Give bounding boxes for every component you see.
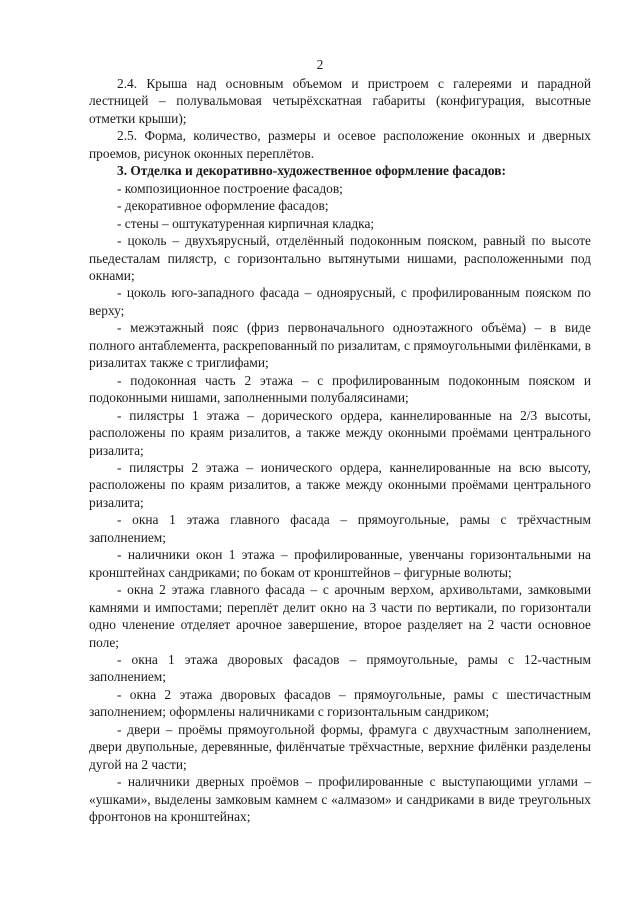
section-heading-facade-finishing: 3. Отделка и декоративно-художественное оформление фасадов: [117,163,506,179]
list-item-windows-floor1-yard: - окна 1 этажа дворовых фасадов – прямоугольные, рамы с 12-частным заполнением; [89,651,591,685]
list-item-composition: - композиционное построение фасадов; [117,180,343,196]
list-item-plinth: - цоколь – двухъярусный, отделённый подоконным пояском, равный по высоте пьедесталам пилястр, с горизонтально вытянутыми нишами, расположенными под окнами; [89,233,591,283]
list-item-windows-floor1-main: - окна 1 этажа главного фасада – прямоугольные, рамы с трёхчастным заполнением; [89,512,591,545]
paragraph-openings: 2.5. Форма, количество, размеры и осевое расположение оконных и дверных проемов, рисунок оконных переплётов. [89,128,591,161]
list-item-interfloor-belt: - межэтажный пояс (фриз первоначального одноэтажного объёма) – в виде полного антаблемента, раскрепованный по ризалитам, с прямоугольными филёнками, в ризалитах также с триглифами; [89,320,591,371]
list-item-doors: - двери – проёмы прямоугольной формы, фрамуга с двухчастным заполнением, двери двупольные, деревянные, филёнчатые трёхчастные, верхние филёнки разделены дугой на 2 части; [89,721,591,772]
list-item-pilasters-floor2: - пилястры 2 этажа – ионического ордера, каннелированные на всю высоту, расположены по краям ризалитов, а также между оконными проёмами центрального ризалита; [89,459,591,510]
list-item-windows-floor2-main: - окна 2 этажа главного фасада – с арочным верхом, архивольтами, замковыми камнями и импостами; переплёт делит окно на 3 части по вертикали, по горизонтали одно членение отделяет арочное завершение, второе разделяет на 2 части основное поле; [89,582,591,650]
list-item-windows-floor2-yard: - окна 2 этажа дворовых фасадов – прямоугольные, рамы с шестичастным заполнением; оформлены наличниками с горизонтальным сандриком; [89,686,591,720]
document-body [89,75,591,825]
page-number: 2 [316,57,324,72]
list-item-window-trims-floor1: - наличники окон 1 этажа – профилированные, увенчаны горизонтальными на кронштейнах сандриками; по бокам от кронштейнов – фигурные волюты; [89,547,591,580]
paragraph-roof: 2.4. Крыша над основным объемом и пристроем с галереями и парадной лестницей – полувальмовая четырёхскатная габариты (конфигурация, высотные отметки крыши); [89,76,591,126]
list-item-door-trims: - наличники дверных проёмов – профилированные с выступающими углами – «ушками», выделены замковым камнем с «алмазом» и сандриками в виде треугольных фронтонов на кронштейнах; [89,774,591,825]
list-item-pilasters-floor1: - пилястры 1 этажа – дорического ордера, каннелированные на 2/3 высоты, расположены по краям ризалитов, а также между оконными проёмами центрального ризалита; [89,407,591,458]
list-item-sill-zone: - подоконная часть 2 этажа – с профилированным подоконным пояском и подоконными нишами, заполненными полубалясинами; [89,372,591,406]
list-item-decoration: - декоративное оформление фасадов; [117,198,329,214]
list-item-walls: - стены – оштукатуренная кирпичная кладка; [117,215,375,231]
list-item-southwest-plinth: - цоколь юго-западного фасада – одноярусный, с профилированным пояском по верху; [89,285,591,318]
